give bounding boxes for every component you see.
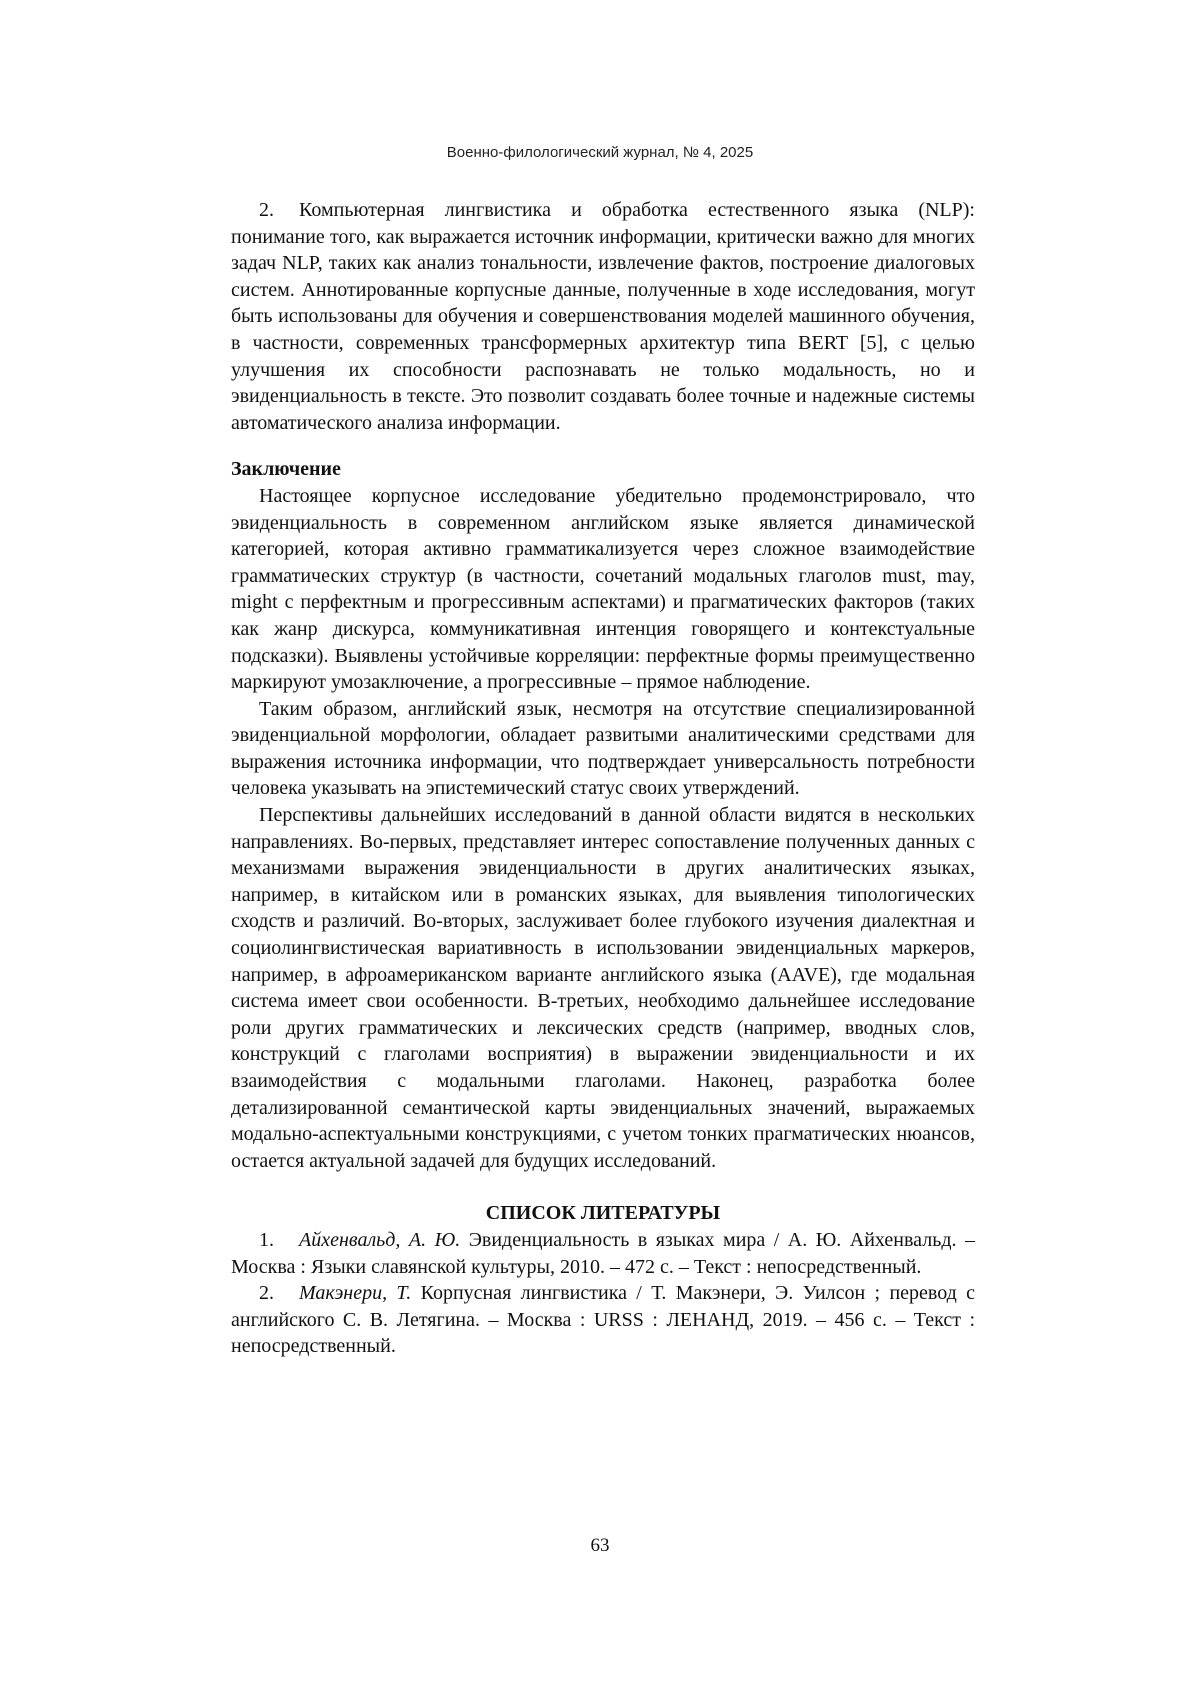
list-number: 2.: [259, 199, 274, 221]
reference-number: 2.: [259, 1282, 274, 1305]
running-title: Военно-филологический журнал, № 4, 2025: [446, 144, 754, 161]
reference-author: Макэнери, Т.: [299, 1282, 412, 1305]
paragraph: Перспективы дальнейших исследований в данной области видятся в нескольких направлениях. Во-первых, представляет интерес сопоставление полученных данных с механизмами выражения эвиденциальности в других аналитических языках, например, в китайском или в романских языках, для выявления типологических сходств и различий. Во-вторых, заслуживает более глубокого изучения диалектная и социолингвистическая вариативность в использовании эвиденциальных маркеров, например, в афроамериканском варианте английского языка (AAVE), где модальная система имеет свои особенности. В-третьих, необходимо дальнейшее исследование роли других грамматических и лексических средств (например, вводных слов, конструкций с глаголами восприятия) в выражении эвиденциальности и их взаимодействия с модальными глаголами. Наконец, разработка более детализированной семантической карты эвиденциальных значений, выражаемых модально-аспектуальными конструкциями, с учетом тонких прагматических нюансов, остается актуальной задачей для будущих исследований.: [231, 804, 975, 1172]
paragraph: Таким образом, английский язык, несмотря на отсутствие специализированной эвиденциальной морфологии, обладает развитыми аналитическими средствами для выражения источника информации, что подтверждает универсальность потребности человека указывать на эпистемический статус своих утверждений.: [231, 697, 975, 800]
reference-item: [231, 1227, 975, 1280]
reference-number: 1.: [259, 1228, 274, 1251]
reference-item: [231, 1280, 975, 1360]
body-text: [231, 197, 975, 1360]
list-item-text: Компьютерная лингвистика и обработка естественного языка (NLP): понимание того, как выражается источник информации, критически важно для многих задач NLP, таких как анализ тональности, извлечение фактов, построение диалоговых систем. Аннотированные корпусные данные, полученные в ходе исследования, могут быть использованы для обучения и совершенствования моделей машинного обучения, в частности, современных трансформерных архитектур типа BERT [5], с целью улучшения их способности распознавать не только модальность, но и эвиденциальность в тексте. Это позволит создавать более точные и надежные системы автоматического анализа информации.: [231, 199, 975, 434]
section-heading-conclusion: Заключение: [231, 458, 341, 481]
reference-text: Корпусная лингвистика / Т. Макэнери, Э. Уилсон ; перевод с английского С. В. Летягина. – Москва : URSS : ЛЕНАНД, 2019. – 456 с. – Текст : непосредственный.: [231, 1282, 976, 1358]
reference-author: Айхенвальд, А. Ю.: [299, 1228, 461, 1251]
paragraph: Настоящее корпусное исследование убедительно продемонстрировало, что эвиденциальность в современном английском языке является динамической категорией, которая активно грамматикализуется через сложное взаимодействие грамматических структур (в частности, сочетаний модальных глаголов must, may, might с перфектным и прогрессивным аспектами) и прагматических факторов (таких как жанр дискурса, коммуникативная интенция говорящего и контекстуальные подсказки). Выявлены устойчивые корреляции: перфектные формы преимущественно маркируют умозаключение, а прогрессивные – прямое наблюдение.: [231, 484, 975, 694]
references-heading: СПИСОК ЛИТЕРАТУРЫ: [485, 1202, 721, 1225]
reference-text: Эвиденциальность в языках мира / А. Ю. Айхенвальд. – Москва : Языки славянской культуры, 2010. – 472 с. – Текст : непосредственный.: [231, 1228, 975, 1278]
list-item-2: [231, 197, 975, 436]
page-number: 63: [590, 1535, 610, 1556]
